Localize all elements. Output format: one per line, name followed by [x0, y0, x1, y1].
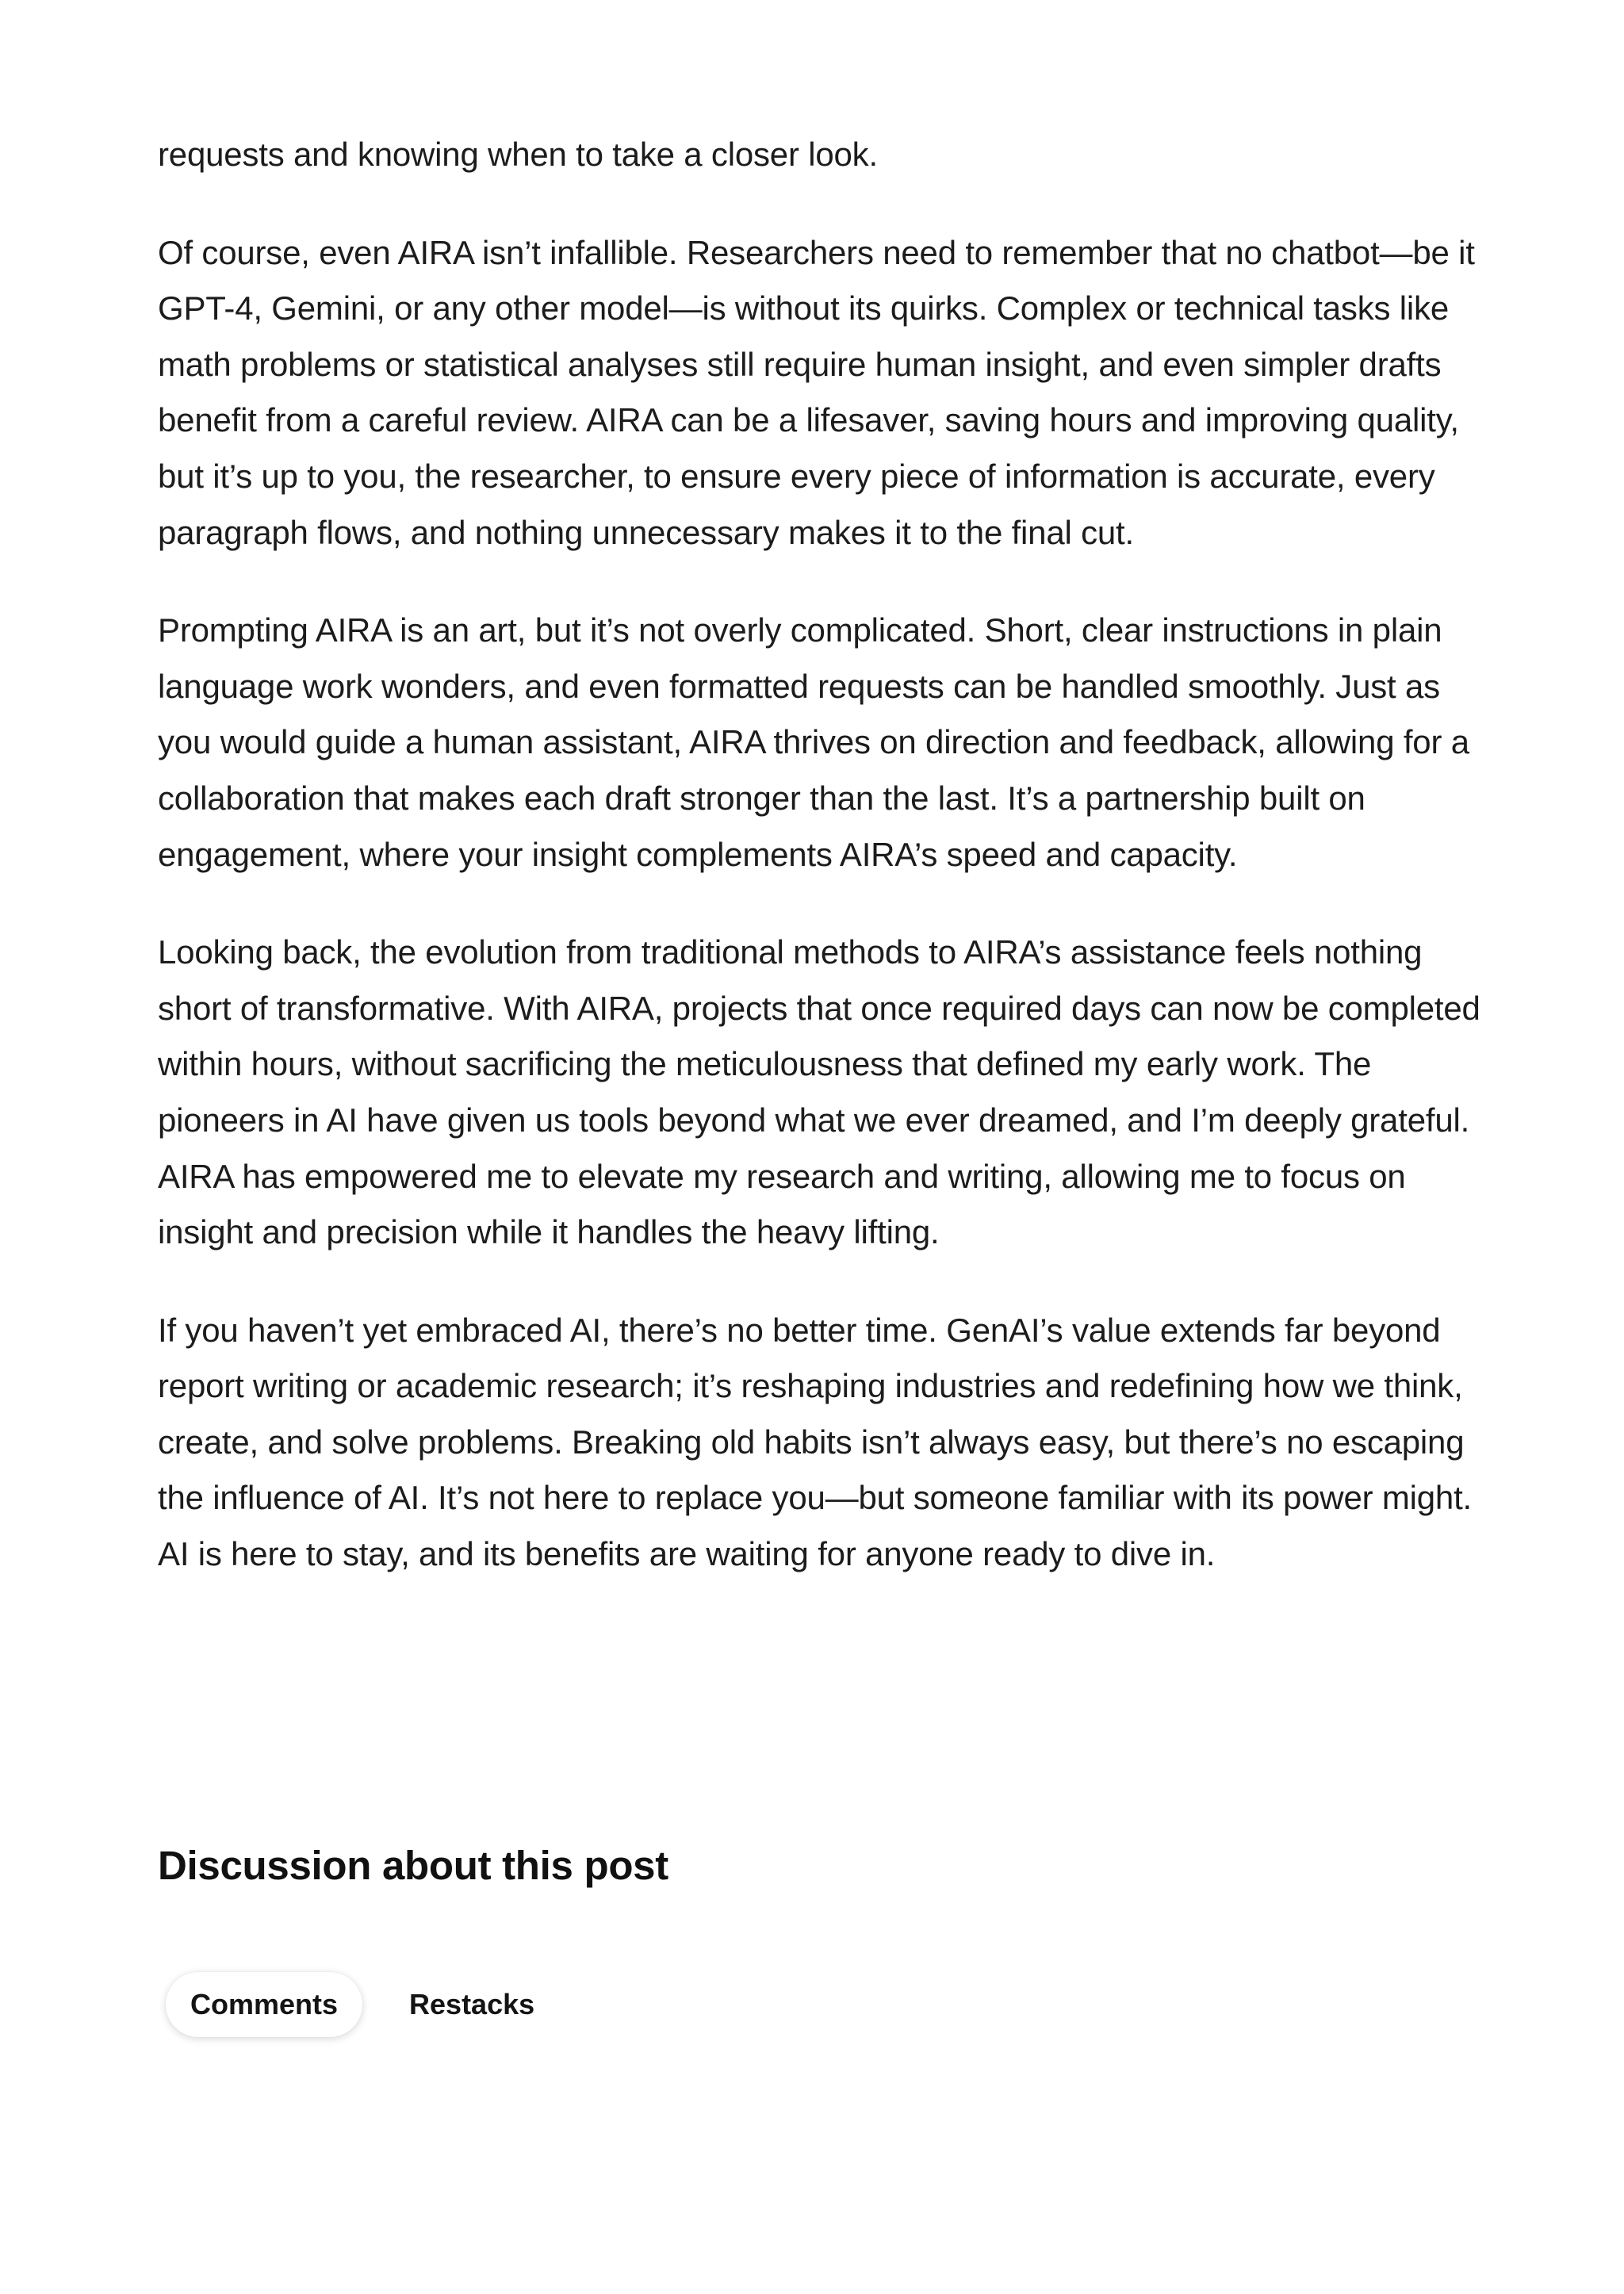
discussion-section — [158, 1841, 1482, 1890]
article-paragraph: Looking back, the evolution from traditional methods to AIRA’s assistance feels nothing short of transformative. With AIRA, projects that once required days can now be completed within hours, without sacrificing the meticulousness that defined my early work. The pioneers in AI have given us tools beyond what we ever dreamed, and I’m deeply grateful. AIRA has empowered me to elevate my research and writing, allowing me to focus on insight and precision while it handles the heavy lifting. — [158, 933, 1480, 1251]
article-paragraph: Prompting AIRA is an art, but it’s not overly complicated. Short, clear instructions in plain language work wonders, and even formatted requests can be handled smoothly. Just as you would guide a human assistant, AIRA thrives on direction and feedback, allowing for a collaboration that makes each draft stronger than the last. It’s a partnership built on engagement, where your insight complements AIRA’s speed and capacity. — [158, 611, 1469, 873]
article-body — [158, 127, 1482, 1625]
tab-comments[interactable]: Comments — [166, 1972, 362, 2037]
discussion-title: Discussion about this post — [158, 1843, 668, 1888]
tab-restacks[interactable]: Restacks — [409, 1988, 535, 2020]
article-paragraph: requests and knowing when to take a closer look. — [158, 136, 878, 173]
article-paragraph: Of course, even AIRA isn’t infallible. Researchers need to remember that no chatbot—be it GPT-4, Gemini, or any other model—is without its quirks. Complex or technical tasks like math problems or statistical analyses still require human insight, and even simpler drafts benefit from a careful review. AIRA can be a lifesaver, saving hours and improving quality, but it’s up to you, the researcher, to ensure every piece of information is accurate, every paragraph flows, and nothing unnecessary makes it to the final cut. — [158, 233, 1475, 551]
article-paragraph: If you haven’t yet embraced AI, there’s no better time. GenAI’s value extends far beyond report writing or academic research; it’s reshaping industries and redefining how we think, create, and solve problems. Breaking old habits isn’t always easy, but there’s no escaping the influence of AI. It’s not here to replace you—but someone familiar with its power might. AI is here to stay, and its benefits are waiting for anyone ready to dive in. — [158, 1311, 1473, 1573]
discussion-tabs — [166, 1972, 559, 2037]
